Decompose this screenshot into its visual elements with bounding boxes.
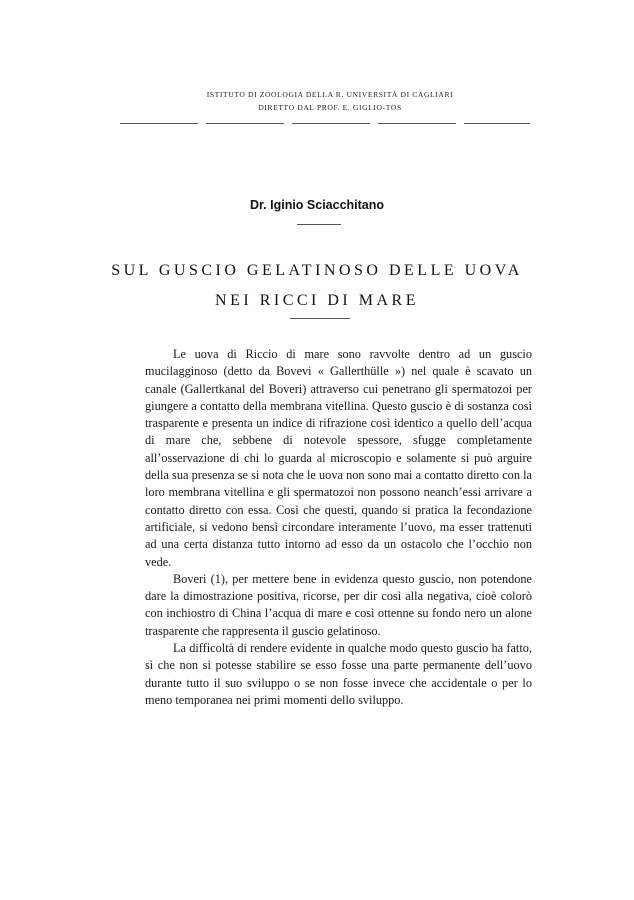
institute-line: ISTITUTO DI ZOOLOGIA DELLA R. UNIVERSITÀ DI CAGLIARI [206,90,454,99]
paragraph-1: Le uova di Riccio di mare sono ravvolte dentro ad un guscio mucilagginoso (detto da Bovevi « Gallerthülle ») nel quale è scavato un canale (Gallertkanal del Boveri) attraverso cui penetrano gli spermatozoi per giungere a contatto della membrana vitellina. Questo guscio è di sostanza così trasparente e presenta un indice di rifrazione così identico a quello dell’acqua di mare che, sebbene di notevole spessore, sfugge completamente all’osservazione di chi lo guarda al microscopio e solamente si può arguire della sua presenza se si nota che le uova non sono mai a contatto diretto con la loro membrana vitellina e gli spermatozoi non possono neanch’essi arrivare a contatto diretto con essa. Così che questi, quando si pratica la fecondazione artificiale, si vedono bensì circondare interamente l’uovo, ma esser trattenuti ad una certa distanza tutto intorno ad esso da un ostacolo che l’occhio non vede. [145,347,532,569]
article-title [0,256,634,316]
paragraph-2: Boveri (1), per mettere bene in evidenza questo guscio, non potendone dare la dimostrazione positiva, ricorse, per dir così alla negativa, cioè colorò con inchiostro di China l’acqua di mare e così ottenne su fondo nero un alone trasparente che rappresenta il guscio gelatinoso. [145,571,532,638]
article-body [145,346,532,709]
title-line-2: NEI RICCI DI MARE [215,292,419,309]
author-rule [297,224,341,225]
director-line: DIRETTO DAL PROF. E. GIGLIO-TOS [258,103,402,112]
author-name: Dr. Iginio Sciacchitano [249,198,385,212]
institute-header [120,88,540,114]
header-rule [120,123,530,124]
paragraph-3: La difficoltà di rendere evidente in qualche modo questo guscio ha fatto, sì che non si potesse stabilire se esso fosse una parte permanente dell’uovo durante tutto il suo sviluppo o se non fosse invece che accidentale o per lo meno temporanea nei primi momenti dello sviluppo. [145,641,532,707]
title-line-1: SUL GUSCIO GELATINOSO DELLE UOVA [111,262,523,279]
title-rule [290,318,350,319]
